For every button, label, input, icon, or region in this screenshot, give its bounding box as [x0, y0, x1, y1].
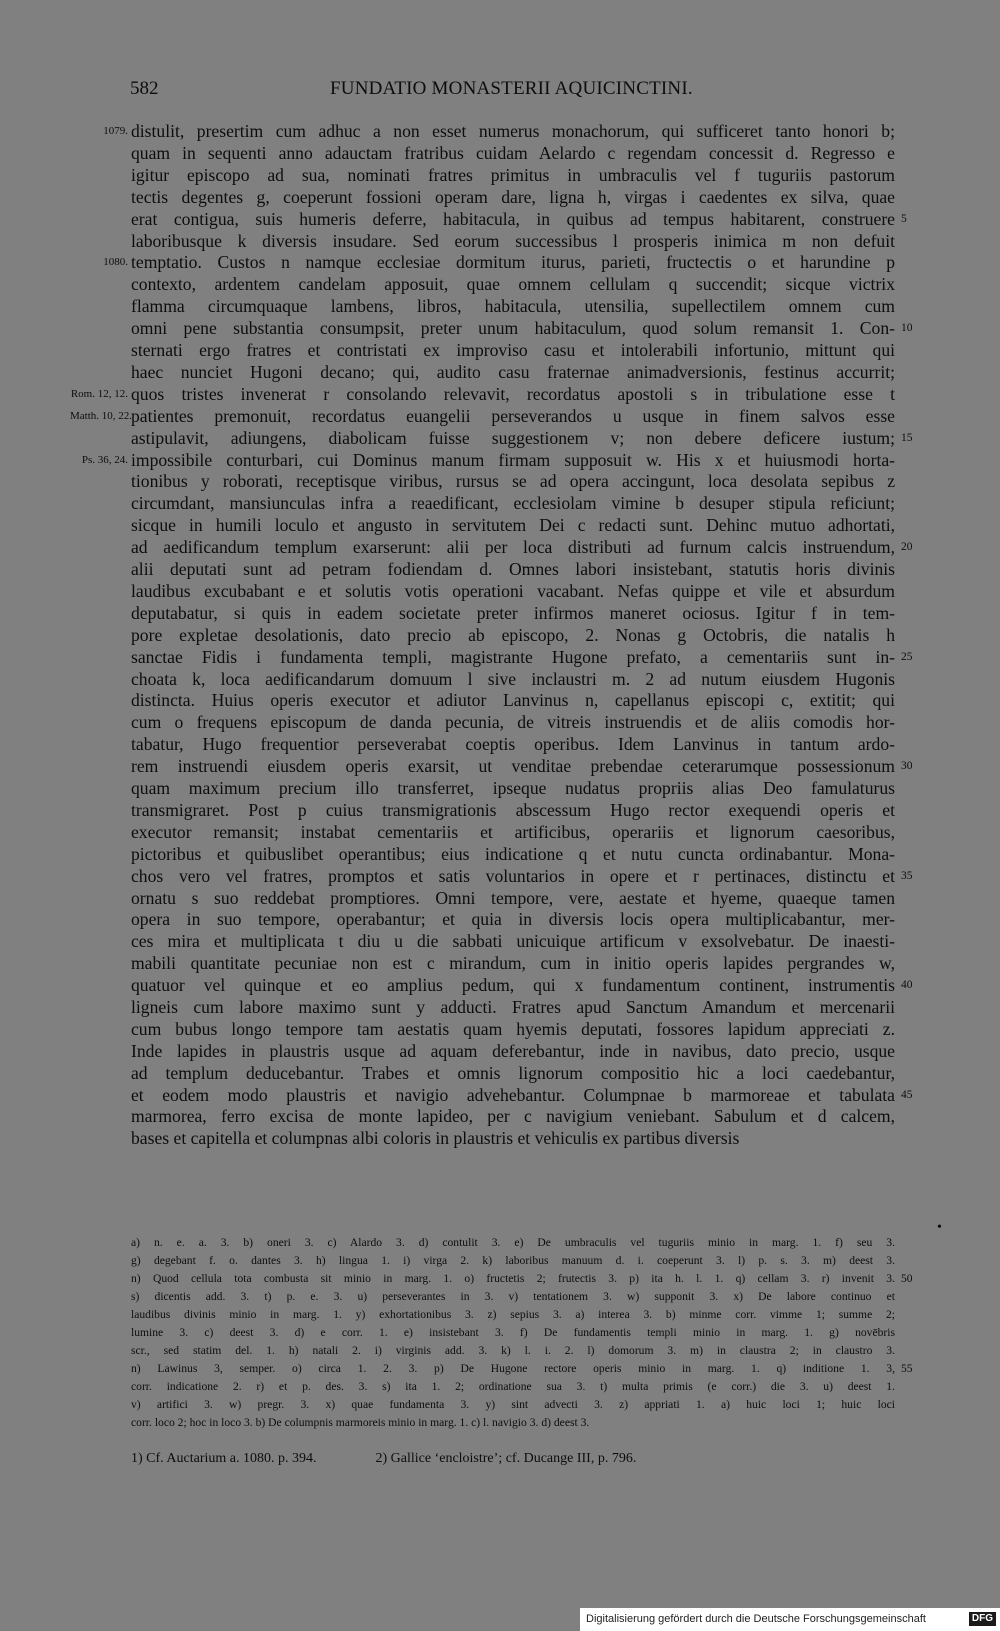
dfg-logo: DFG	[969, 1612, 996, 1626]
text-line: marmorea, ferro excisa de monte lapideo, per c navigium veniebant. Sabulum et d calcem,	[131, 1106, 895, 1126]
text-line: sanctae Fidis i fundamenta templi, magistrante Hugone prefato, a cementariis sunt in-	[131, 647, 895, 667]
apparatus-line: lumine 3. c) deest 3. d) e corr. 1. e) insistebant 3. f) De fundamentis templi minio in marg. 1. g) novēbris	[131, 1326, 895, 1339]
text-line: contexto, ardentem candelam apposuit, quae omnem cellulam q succendit; sicque victrix	[131, 274, 895, 294]
margin-note-left: Rom. 12, 12.	[70, 388, 128, 400]
text-line: ad aedificandum templum exarserunt: alii per loca distributi ad furnum calcis instruendum,	[131, 537, 895, 557]
apparatus-line: scr., sed statim del. 1. h) natali 2. i) virginis add. 3. k) l. i. 2. l) domorum 3. m) in claustra 2; in claustro 3.	[131, 1344, 895, 1357]
text-line: choata k, loca aedificandarum domuum l sive inclaustri m. 2 ad nutum eiusdem Hugonis	[131, 669, 895, 689]
text-line: temptatio. Custos n namque ecclesiae dormitum iturus, parieti, fructectis o et harundine p	[131, 252, 895, 272]
text-line: executor remansit; instabat cementariis et artificibus, operariis et lignorum caesoribus,	[131, 822, 895, 842]
line-number: 40	[901, 979, 913, 991]
text-line: rem instruendi eiusdem operis exarsit, ut venditae prebendae ceterarumque possessionum	[131, 756, 895, 776]
line-number: 10	[901, 322, 913, 334]
line-number: 50	[901, 1273, 913, 1285]
margin-note-left: 1080.	[103, 256, 128, 268]
text-line: erat contigua, suis humeris deferre, habitacula, in quibus ad tempus habitarent, construere	[131, 209, 895, 229]
text-line: quam maximum precium illo transferret, ipseque nudatus propriis alias Deo famulaturus	[131, 778, 895, 798]
line-number: 55	[901, 1363, 913, 1375]
line-number: 30	[901, 760, 913, 772]
text-line: bases et capitella et columpnas albi coloris in plaustris et vehiculis ex partibus diversis	[131, 1128, 740, 1148]
text-line: cum o frequens episcopum de danda pecunia, de vitreis instruendis et de aliis comodis hor-	[131, 712, 895, 732]
text-line: distincta. Huius operis executor et adiutor Lanvinus n, capellanus episcopi c, extitit; qui	[131, 690, 895, 710]
apparatus-line: v) artifici 3. w) pregr. 3. x) quae fundamenta 3. y) sint advecti 3. z) appriati 1. a) huic loci 1; huic loci	[131, 1398, 895, 1411]
line-number: 35	[901, 870, 913, 882]
text-line: astipulavit, adiungens, diabolicam fuisse suggestionem v; non debere deficere iustum;	[131, 428, 895, 448]
apparatus-line: laudibus divinis minio in marg. 1. y) exhortationibus 3. z) sepius 3. a) interea 3. b) minme corr. vimme 1; summe 2;	[131, 1308, 895, 1321]
text-line: alii deputati sunt ad petram fodiendam d. Omnes labori insistebant, statutis horis divinis	[131, 559, 895, 579]
margin-note-left: 1079.	[103, 125, 128, 137]
text-line: quos tristes invenerat r consolando relevavit, recordatus apostoli s in tribulatione esse t	[131, 384, 895, 404]
text-line: ligneis cum labore maximo sunt y adducti. Fratres apud Sanctum Amandum et mercenarii	[131, 997, 895, 1017]
line-number: 45	[901, 1089, 913, 1101]
text-line: pore expletae desolationis, dato precio ab episcopo, 2. Nonas g Octobris, die natalis h	[131, 625, 895, 645]
apparatus-line: g) degebant f. o. dantes 3. h) lingua 1. i) virga 2. k) laboribus manuum d. i. coeperunt 3. l) p. s. 3. m) deest 3.	[131, 1254, 895, 1267]
text-line: tionibus y roborati, receptisque viribus, rursus se ad opera accingunt, loca desolata sepibus z	[131, 471, 895, 491]
apparatus-line: n) Quod cellula tota combusta sit minio in marg. 1. o) fructetis 2; frutectis 3. p) ita h. l. 1. q) cellam 3. r) invenit 3.	[131, 1272, 895, 1285]
text-line: ornatu s suo reddebat promptiores. Omni tempore, vere, aestate et hyeme, quaeque tamen	[131, 888, 895, 908]
text-line: opera in suo tempore, operabantur; et quia in diversis locis opera multiplicabantur, mer-	[131, 909, 895, 929]
digitization-footer	[580, 1608, 1000, 1631]
margin-note-left: Ps. 36, 24.	[81, 454, 128, 466]
text-line: ad templum deducebantur. Trabes et omnis lignorum compositio hic a loci caedebantur,	[131, 1063, 895, 1083]
text-line: Inde lapides in plaustris usque ad aquam deferebantur, inde in navibus, dato precio, usque	[131, 1041, 895, 1061]
line-number: 25	[901, 651, 913, 663]
apparatus-line: s) dicentis add. 3. t) p. e. 3. u) perseverantes in 3. v) tentationem 3. w) supponit 3. x) De labore continuo et	[131, 1290, 895, 1303]
page-number: 582	[130, 78, 159, 99]
footnote-references	[131, 1449, 895, 1469]
apparatus-line: corr. indicatione 2. r) et p. des. 3. s) ita 1. 2; ordinatione sua 3. t) multa primis (e corr.) die 3. u) deest 1.	[131, 1380, 895, 1393]
line-number: 20	[901, 541, 913, 553]
line-number: 15	[901, 432, 913, 444]
text-line: tabatur, Hugo frequentior perseverabat coeptis operibus. Idem Lanvinus in tantum ardo-	[131, 734, 895, 754]
text-line: laboribusque k diversis insudare. Sed eorum successibus l prosperis inimica m non defuit	[131, 231, 895, 251]
text-line: chos vero vel fratres, promptos et satis voluntarios in opere et r pertinaces, distinctu et	[131, 866, 895, 886]
text-line: sicque in humili loculo et angusto in servitutem Dei c redacti sunt. Dehinc mutuo adhortati,	[131, 515, 895, 535]
text-line: ces mira et multiplicata t diu u die sabbati unicuique artificum v exsolvebatur. De inaesti-	[131, 931, 895, 951]
text-line: patientes premonuit, recordatus euangelii perseverandos u usque in finem salvos esse	[131, 406, 895, 426]
footer-credit: Digitalisierung gefördert durch die Deutsche Forschungsgemeinschaft	[586, 1613, 926, 1625]
apparatus-line: corr. loco 2; hoc in loco 3. b) De columpnis marmoreis minio in marg. 1. c) l. navigio 3. d) deest 3.	[131, 1416, 590, 1429]
apparatus-line: a) n. e. a. 3. b) oneri 3. c) Alardo 3. d) contulit 3. e) De umbraculis vel tuguriis minio in marg. 1. f) seu 3.	[131, 1236, 895, 1249]
text-line: transmigraret. Post p cuius transmigrationis abscessum Hugo rector exequendi operis et	[131, 800, 895, 820]
text-line: deputabatur, si quis in eadem societate preter infirmos maneret ociosus. Igitur f in tem-	[131, 603, 895, 623]
reference-2: 2) Gallice ‘encloistre’; cf. Ducange III, p. 796.	[375, 1451, 637, 1466]
running-title: FUNDATIO MONASTERII AQUICINCTINI.	[330, 78, 693, 99]
text-line: igitur episcopo ad sua, nominati fratres primitus in umbraculis vel f tuguriis pastorum	[131, 165, 895, 185]
page-header	[0, 78, 1000, 108]
text-line: quatuor vel quinque et eo amplius pedum, qui x fundamentum continent, instrumentis	[131, 975, 895, 995]
text-line: omni pene substantia consumpsit, preter unum habitaculum, quod solum remansit 1. Con-	[131, 318, 895, 338]
margin-note-left: Matth. 10, 22.	[70, 410, 133, 422]
text-line: circumdant, mansiunculas infra a reaedificant, ecclesiolam vimine b desuper stipula reficiunt;	[131, 493, 895, 513]
text-line: haec nunciet Hugoni decano; qui, audito casu fraternae animadversionis, festinus accurrit;	[131, 362, 895, 382]
text-line: cum bubus longo tempore tam aestatis quam hyemis deputati, fossores lapidum appreciati z.	[131, 1019, 895, 1039]
text-line: pictoribus et quibuslibet operantibus; eius indicatione q et nutu cuncta ordinabantur. Mona-	[131, 844, 895, 864]
text-line: sternati ergo fratres et contristati ex improviso casu et intolerabili infortunio, mittunt qui	[131, 340, 895, 360]
text-line: mabili quantitate pecuniae non est c mirandum, cum in initio operis lapides pergrandes w,	[131, 953, 895, 973]
margin-bullet: •	[937, 1220, 942, 1235]
text-line: et eodem modo plaustris et navigio advehebantur. Columpnae b marmoreae et tabulata	[131, 1085, 895, 1105]
text-line: flamma circumquaque lambens, libros, habitacula, utensilia, supellectilem omnem cum	[131, 296, 895, 316]
reference-1: 1) Cf. Auctarium a. 1080. p. 394.	[131, 1451, 317, 1466]
apparatus-line: n) Lawinus 3, semper. o) circa 1. 2. 3. p) De Hugone rectore operis minio in marg. 1. q) inditione 1. 3,	[131, 1362, 895, 1375]
text-line: distulit, presertim cum adhuc a non esset numerus monachorum, qui sufficeret tanto honori b;	[131, 121, 895, 141]
text-line: tectis degentes g, coeperunt fossioni operam dare, ligna h, virgas i caedentes ex silva, quae	[131, 187, 895, 207]
text-line: quam in sequenti anno adauctam fratribus cuidam Aelardo c regendam concessit d. Regresso e	[131, 143, 895, 163]
text-line: laudibus excubabant e et solutis votis operationi vacabant. Nefas quippe et vile et absurdum	[131, 581, 895, 601]
text-line: impossibile conturbari, cui Dominus manum firmam supposuit w. His x et huiusmodi horta-	[131, 450, 895, 470]
line-number: 5	[901, 213, 907, 225]
